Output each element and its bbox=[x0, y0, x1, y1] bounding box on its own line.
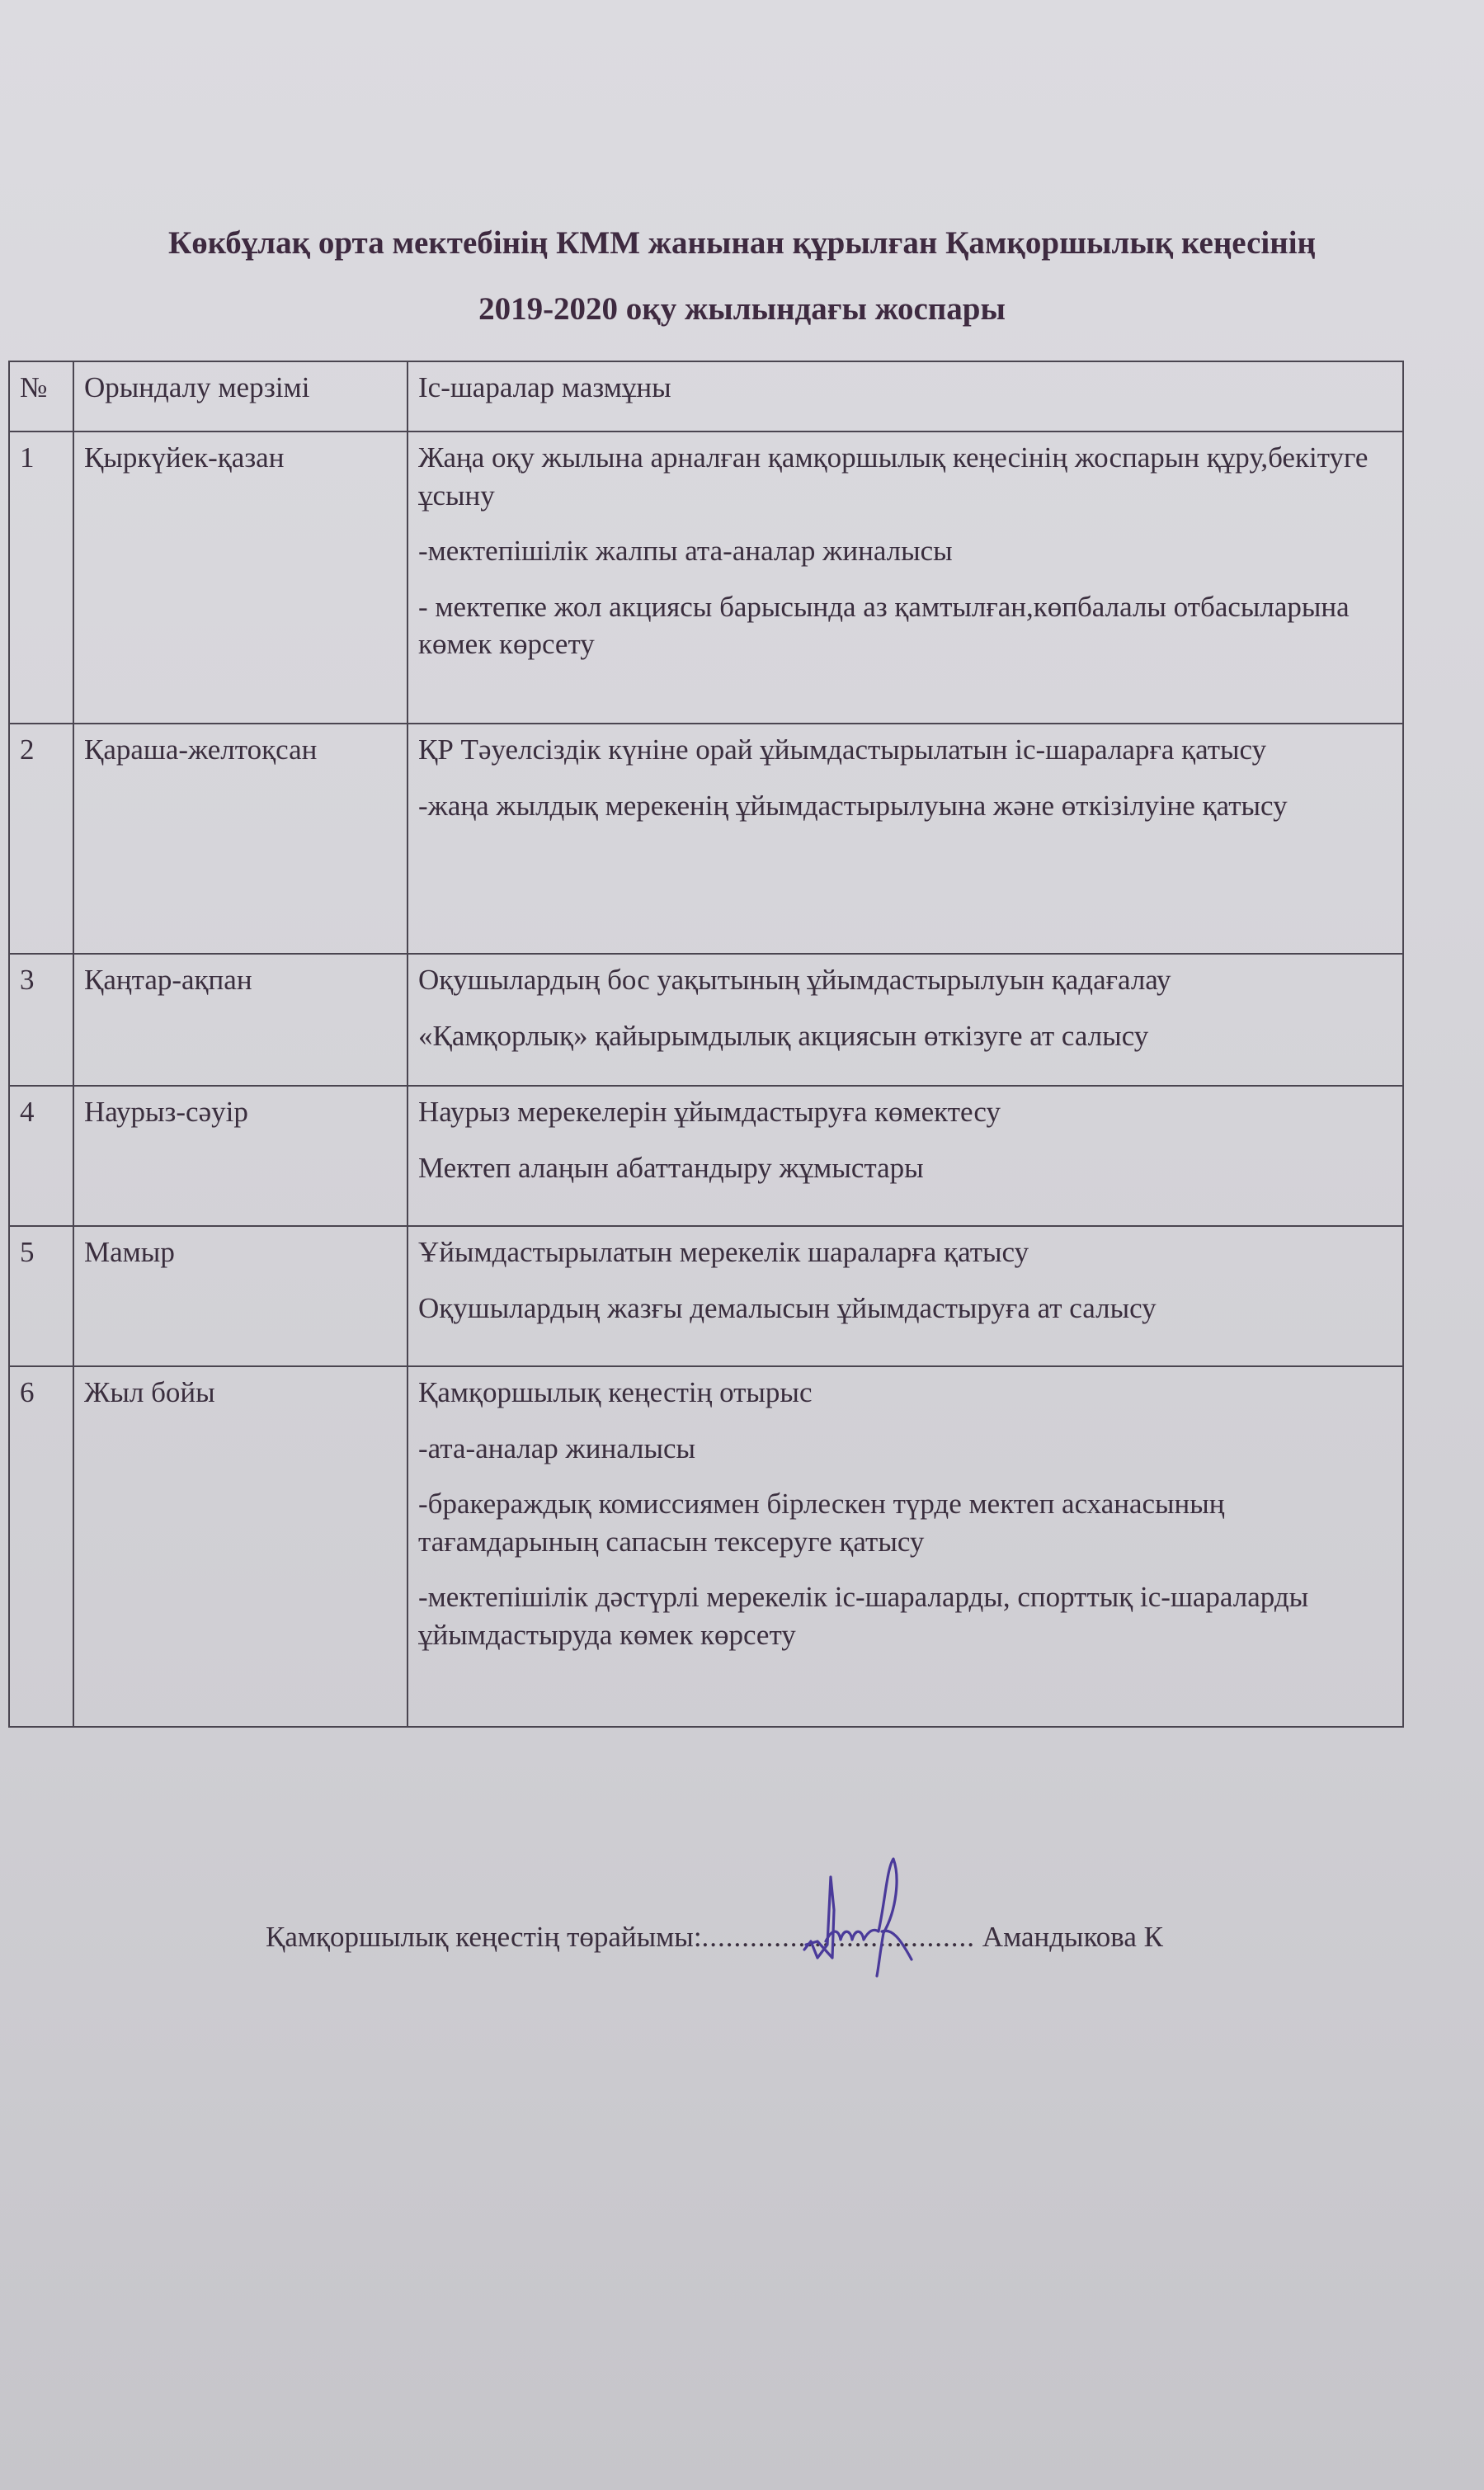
document-title-line-1: Көкбұлақ орта мектебінің КММ жанынан құрылған Қамқоршылық кеңесінің bbox=[168, 225, 1316, 261]
row-number: 2 bbox=[9, 724, 73, 954]
plan-table bbox=[8, 361, 1404, 1728]
table-row bbox=[9, 724, 1403, 954]
activity-item: Оқушылардың бос уақытының ұйымдастырылуын қадағалау bbox=[418, 964, 1171, 996]
activity-item: ҚР Тәуелсіздік күніне орай ұйымдастырылатын іс-шараларға қатысу bbox=[418, 733, 1267, 766]
signature-dots: .................................. bbox=[701, 1921, 976, 1953]
header-period: Орындалу мерзімі bbox=[73, 361, 408, 432]
row-activities bbox=[408, 954, 1403, 1086]
signature-stroke bbox=[804, 1859, 912, 1976]
row-activities bbox=[408, 1366, 1403, 1727]
activity-item: «Қамқорлық» қайырымдылық акциясын өткізуге ат салысу bbox=[418, 1019, 1149, 1052]
row-number: 5 bbox=[9, 1226, 73, 1366]
activity-item: Ұйымдастырылатын мерекелік шараларға қатысу bbox=[418, 1236, 1029, 1268]
activity-item: -мектепішілік жалпы ата-аналар жиналысы bbox=[418, 535, 953, 567]
handwritten-signature bbox=[788, 1852, 936, 1984]
table-row bbox=[9, 1226, 1403, 1366]
activity-item: -мектепішілік дәстүрлі мерекелік іс-шараларды, спорттық іс-шараларды ұйымдастыруда көмек көрсету bbox=[418, 1581, 1309, 1651]
header-number: № bbox=[9, 361, 73, 432]
activity-item: -бракераждық комиссиямен бірлескен түрде мектеп асханасының тағамдарының сапасын тексеруге қатысу bbox=[418, 1488, 1225, 1558]
row-activities bbox=[408, 1226, 1403, 1366]
row-period: Қараша-желтоқсан bbox=[73, 724, 408, 954]
chairperson-name: Амандыкова К bbox=[982, 1921, 1163, 1953]
row-period: Қыркүйек-қазан bbox=[73, 432, 408, 724]
header-activities: Іс-шаралар мазмұны bbox=[408, 361, 1403, 432]
table-row bbox=[9, 432, 1403, 724]
table-row bbox=[9, 1366, 1403, 1727]
row-activities bbox=[408, 724, 1403, 954]
row-number: 4 bbox=[9, 1086, 73, 1226]
chairperson-label: Қамқоршылық кеңестің төрайымы: bbox=[266, 1921, 702, 1953]
table-row bbox=[9, 1086, 1403, 1226]
activity-item: Оқушылардың жазғы демалысын ұйымдастыруға ат салысу bbox=[418, 1291, 1157, 1324]
row-number: 6 bbox=[9, 1366, 73, 1727]
document-title-line-2: 2019-2020 оқу жылындағы жоспары bbox=[478, 291, 1006, 327]
table-header-row bbox=[9, 361, 1403, 432]
activity-item: - мектепке жол акциясы барысында аз қамтылған,көпбалалы отбасыларына көмек көрсету bbox=[418, 590, 1350, 660]
activity-item: Мектеп алаңын абаттандыру жұмыстары bbox=[418, 1151, 924, 1184]
row-number: 3 bbox=[9, 954, 73, 1086]
row-period: Қаңтар-ақпан bbox=[73, 954, 408, 1086]
row-activities bbox=[408, 1086, 1403, 1226]
activity-item: Қамқоршылық кеңестің отырыс bbox=[418, 1376, 813, 1408]
activity-item: -ата-аналар жиналысы bbox=[418, 1431, 696, 1464]
row-number: 1 bbox=[9, 432, 73, 724]
table-row bbox=[9, 954, 1403, 1086]
row-activities bbox=[408, 432, 1403, 724]
row-period: Мамыр bbox=[73, 1226, 408, 1366]
activity-item: Наурыз мерекелерін ұйымдастыруға көмектесу bbox=[418, 1096, 1001, 1128]
activity-item: Жаңа оқу жылына арналған қамқоршылық кеңесінің жоспарын құру,бекітуге ұсыну bbox=[418, 441, 1369, 512]
activity-item: -жаңа жылдық мерекенің ұйымдастырылуына және өткізілуіне қатысу bbox=[418, 789, 1288, 822]
row-period: Жыл бойы bbox=[73, 1366, 408, 1727]
row-period: Наурыз-сәуір bbox=[73, 1086, 408, 1226]
signature-line bbox=[266, 1921, 1163, 1954]
